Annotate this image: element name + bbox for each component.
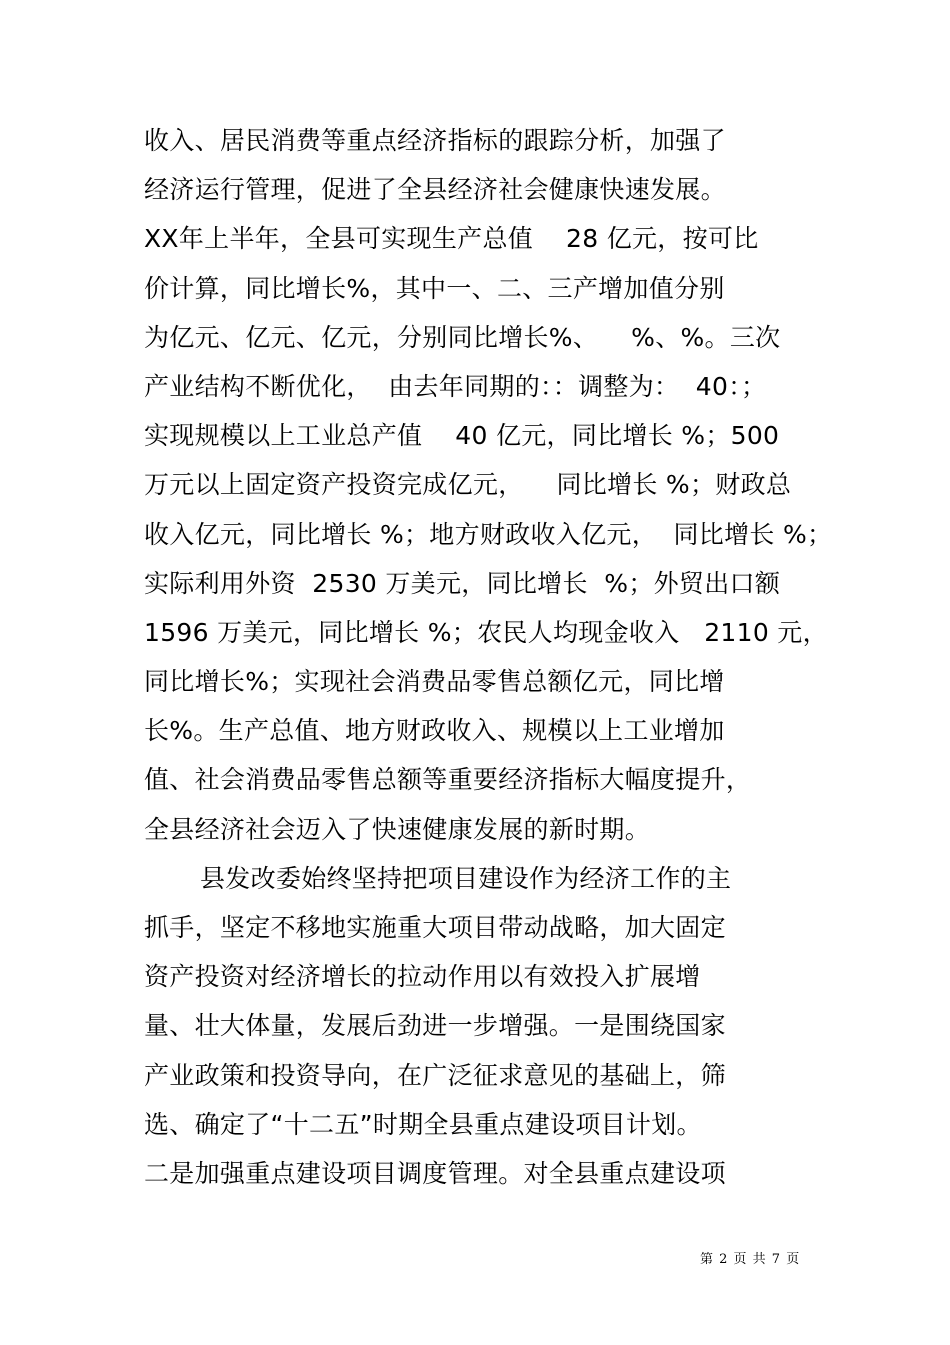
body-text xyxy=(144,116,833,1198)
text-line: 量、壮大体量，发展后劲进一步增强。一是围绕国家 xyxy=(144,1011,726,1041)
text-line: 收入亿元，同比增长 %；地方财政收入亿元， 同比增长 %； xyxy=(144,519,833,549)
text-line: 全县经济社会迈入了快速健康发展的新时期。 xyxy=(144,814,651,844)
text-line: 产业结构不断优化， 由去年同期的：：调整为： 40：； xyxy=(144,371,767,401)
text-line: 价计算，同比增长%，其中一、二、三产增加值分别 xyxy=(144,273,725,303)
text-line: 实现规模以上工业总产值 40 亿元，同比增长 %；500 xyxy=(144,421,780,451)
text-line: 二是加强重点建设项目调度管理。对全县重点建设项 xyxy=(144,1158,726,1188)
text-line: XX年上半年，全县可实现生产总值 28 亿元，按可比 xyxy=(144,224,759,254)
text-line: 值、社会消费品零售总额等重要经济指标大幅度提升， xyxy=(144,765,752,795)
text-line: 同比增长%；实现社会消费品零售总额亿元，同比增 xyxy=(144,667,725,697)
text-line: 万元以上固定资产投资完成亿元， 同比增长 %；财政总 xyxy=(144,470,792,500)
text-line: 收入、居民消费等重点经济指标的跟踪分析，加强了 xyxy=(144,126,726,155)
text-line: 长%。生产总值、地方财政收入、规模以上工业增加 xyxy=(144,716,725,746)
text-line: 资产投资对经济增长的拉动作用以有效投入扩展增 xyxy=(144,962,701,992)
text-line: 产业政策和投资导向，在广泛征求意见的基础上，筛 xyxy=(144,1060,726,1090)
text-line: 1596 万美元，同比增长 %；农民人均现金收入 2110 元， xyxy=(144,617,828,647)
page-number: 第 2 页 共 7 页 xyxy=(700,1252,801,1267)
text-line: 实际利用外资 2530 万美元，同比增长 %；外贸出口额 xyxy=(144,568,781,598)
text-line: 经济运行管理，促进了全县经济社会健康快速发展。 xyxy=(144,175,726,205)
text-line: 选、确定了“十二五”时期全县重点建设项目计划。 xyxy=(144,1109,702,1139)
text-line: 为亿元、亿元、亿元，分别同比增长%、 %、%。三次 xyxy=(144,322,781,352)
text-line: 抓手，坚定不移地实施重大项目带动战略，加大固定 xyxy=(144,913,726,942)
paragraph-start-line: 县发改委始终坚持把项目建设作为经济工作的主 xyxy=(200,863,732,893)
